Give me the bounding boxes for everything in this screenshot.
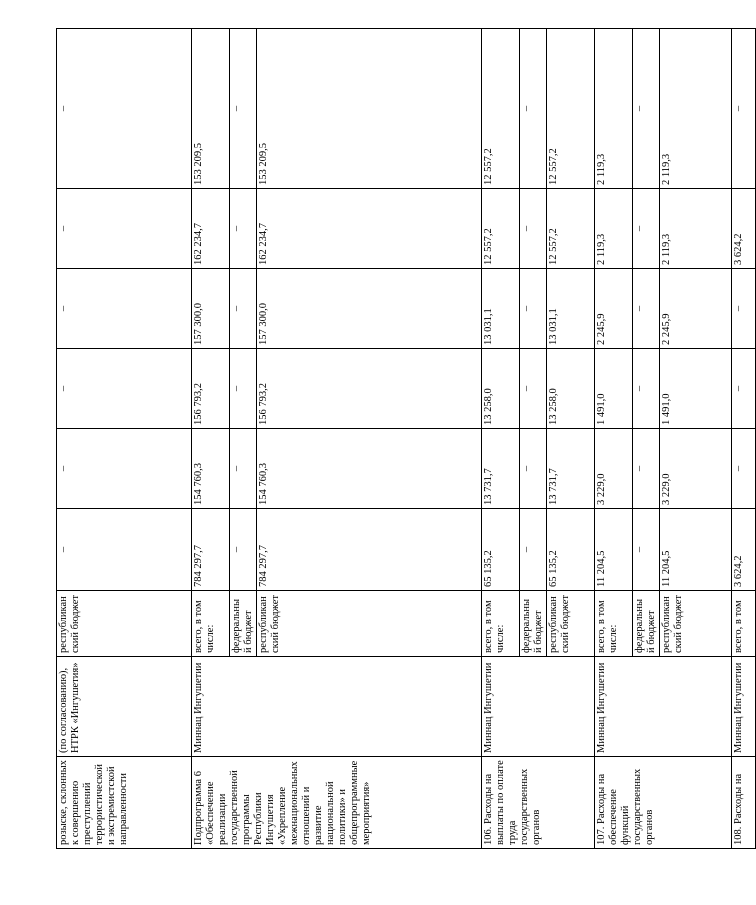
amount-cell: 157 300,0 bbox=[192, 269, 230, 349]
amount-cell: 2 119,3 bbox=[595, 29, 633, 189]
amount-cell: 2 245,9 bbox=[595, 269, 633, 349]
amount-cell: – bbox=[520, 29, 547, 189]
amount-cell: 153 209,5 bbox=[257, 29, 482, 189]
executor-cell: Миннац Ингушетии bbox=[732, 657, 756, 757]
amount-cell: – bbox=[230, 29, 257, 189]
amount-cell: 2 119,3 bbox=[660, 29, 732, 189]
amount-cell: 13 258,0 bbox=[547, 349, 595, 429]
funding-source-cell: федеральный бюджет bbox=[520, 591, 547, 657]
amount-cell: 65 135,2 bbox=[482, 509, 520, 591]
amount-cell: 2 119,3 bbox=[595, 189, 633, 269]
amount-cell: 784 297,7 bbox=[192, 509, 230, 591]
table-row bbox=[192, 29, 230, 849]
amount-cell: 1 491,0 bbox=[660, 349, 732, 429]
funding-source-cell: всего, в том числе: bbox=[595, 591, 633, 657]
funding-source-cell: республиканский бюджет bbox=[660, 591, 732, 657]
amount-cell: – bbox=[633, 349, 660, 429]
table-row bbox=[482, 29, 520, 849]
amount-cell: 13 258,0 bbox=[482, 349, 520, 429]
amount-cell: 153 209,5 bbox=[192, 29, 230, 189]
funding-source-cell: республиканский бюджет bbox=[57, 591, 192, 657]
funding-source-cell: республиканский бюджет bbox=[257, 591, 482, 657]
amount-cell: – bbox=[732, 349, 756, 429]
amount-cell: – bbox=[732, 269, 756, 349]
amount-cell: 13 731,7 bbox=[547, 429, 595, 509]
amount-cell: 157 300,0 bbox=[257, 269, 482, 349]
executor-cell: Миннац Ингушетии bbox=[192, 657, 482, 757]
amount-cell: 154 760,3 bbox=[257, 429, 482, 509]
amount-cell: 11 204,5 bbox=[660, 509, 732, 591]
amount-cell: – bbox=[732, 429, 756, 509]
amount-cell: 3 229,0 bbox=[595, 429, 633, 509]
amount-cell: – bbox=[520, 509, 547, 591]
table-body bbox=[57, 29, 756, 849]
measure-name-cell: 108. Расходы на bbox=[732, 757, 756, 849]
amount-cell: – bbox=[230, 349, 257, 429]
measure-name-cell: 106. Расходы на выплаты по оплате труда государственных органов bbox=[482, 757, 595, 849]
measure-name-cell: Подпрограмма 6 «Обеспечение реализации государственной программы Республики Ингушетия «Укрепление межнациональных отношений и развитие национальной политики» и общепрограммные мероприятия» bbox=[192, 757, 482, 849]
budget-table bbox=[56, 28, 756, 849]
amount-cell: – bbox=[633, 269, 660, 349]
amount-cell: 1 491,0 bbox=[595, 349, 633, 429]
amount-cell: 3 624,2 bbox=[732, 189, 756, 269]
amount-cell: – bbox=[57, 189, 192, 269]
amount-cell: 13 031,1 bbox=[482, 269, 520, 349]
amount-cell: – bbox=[732, 29, 756, 189]
amount-cell: – bbox=[633, 189, 660, 269]
amount-cell: 3 229,0 bbox=[660, 429, 732, 509]
amount-cell: 12 557,2 bbox=[547, 29, 595, 189]
amount-cell: 12 557,2 bbox=[482, 29, 520, 189]
amount-cell: – bbox=[633, 429, 660, 509]
executor-cell: (по согласованию), НТРК «Ингушетия» bbox=[57, 657, 192, 757]
amount-cell: 12 557,2 bbox=[547, 189, 595, 269]
amount-cell: 156 793,2 bbox=[257, 349, 482, 429]
amount-cell: 2 245,9 bbox=[660, 269, 732, 349]
table-row bbox=[732, 29, 756, 849]
funding-source-cell: федеральный бюджет bbox=[633, 591, 660, 657]
funding-source-cell: всего, в том числе: bbox=[482, 591, 520, 657]
amount-cell: – bbox=[57, 429, 192, 509]
amount-cell: 11 204,5 bbox=[595, 509, 633, 591]
table-row bbox=[595, 29, 633, 849]
amount-cell: – bbox=[520, 189, 547, 269]
amount-cell: 162 234,7 bbox=[257, 189, 482, 269]
rotated-page bbox=[56, 29, 744, 849]
amount-cell: – bbox=[520, 269, 547, 349]
amount-cell: – bbox=[520, 349, 547, 429]
amount-cell: 784 297,7 bbox=[257, 509, 482, 591]
amount-cell: – bbox=[230, 269, 257, 349]
table-row bbox=[57, 29, 192, 849]
amount-cell: 156 793,2 bbox=[192, 349, 230, 429]
amount-cell: 12 557,2 bbox=[482, 189, 520, 269]
amount-cell: 13 031,1 bbox=[547, 269, 595, 349]
amount-cell: – bbox=[633, 509, 660, 591]
amount-cell: – bbox=[230, 509, 257, 591]
amount-cell: – bbox=[230, 429, 257, 509]
amount-cell: 13 731,7 bbox=[482, 429, 520, 509]
funding-source-cell: федеральный бюджет bbox=[230, 591, 257, 657]
amount-cell: – bbox=[57, 509, 192, 591]
funding-source-cell: всего, в том числе: bbox=[192, 591, 230, 657]
measure-name-cell: 107. Расходы на обеспечение функций государственных органов bbox=[595, 757, 732, 849]
amount-cell: 2 119,3 bbox=[660, 189, 732, 269]
amount-cell: 65 135,2 bbox=[547, 509, 595, 591]
amount-cell: – bbox=[520, 429, 547, 509]
amount-cell: 3 624,2 bbox=[732, 509, 756, 591]
amount-cell: – bbox=[230, 189, 257, 269]
amount-cell: – bbox=[57, 269, 192, 349]
amount-cell: 162 234,7 bbox=[192, 189, 230, 269]
amount-cell: – bbox=[633, 29, 660, 189]
executor-cell: Миннац Ингушетии bbox=[482, 657, 595, 757]
amount-cell: – bbox=[57, 349, 192, 429]
funding-source-cell: всего, в том bbox=[732, 591, 756, 657]
measure-name-cell: розыске, склонных к совершению преступлений террористической и экстремистской направленности bbox=[57, 757, 192, 849]
amount-cell: 154 760,3 bbox=[192, 429, 230, 509]
funding-source-cell: республиканский бюджет bbox=[547, 591, 595, 657]
amount-cell: – bbox=[57, 29, 192, 189]
executor-cell: Миннац Ингушетии bbox=[595, 657, 732, 757]
